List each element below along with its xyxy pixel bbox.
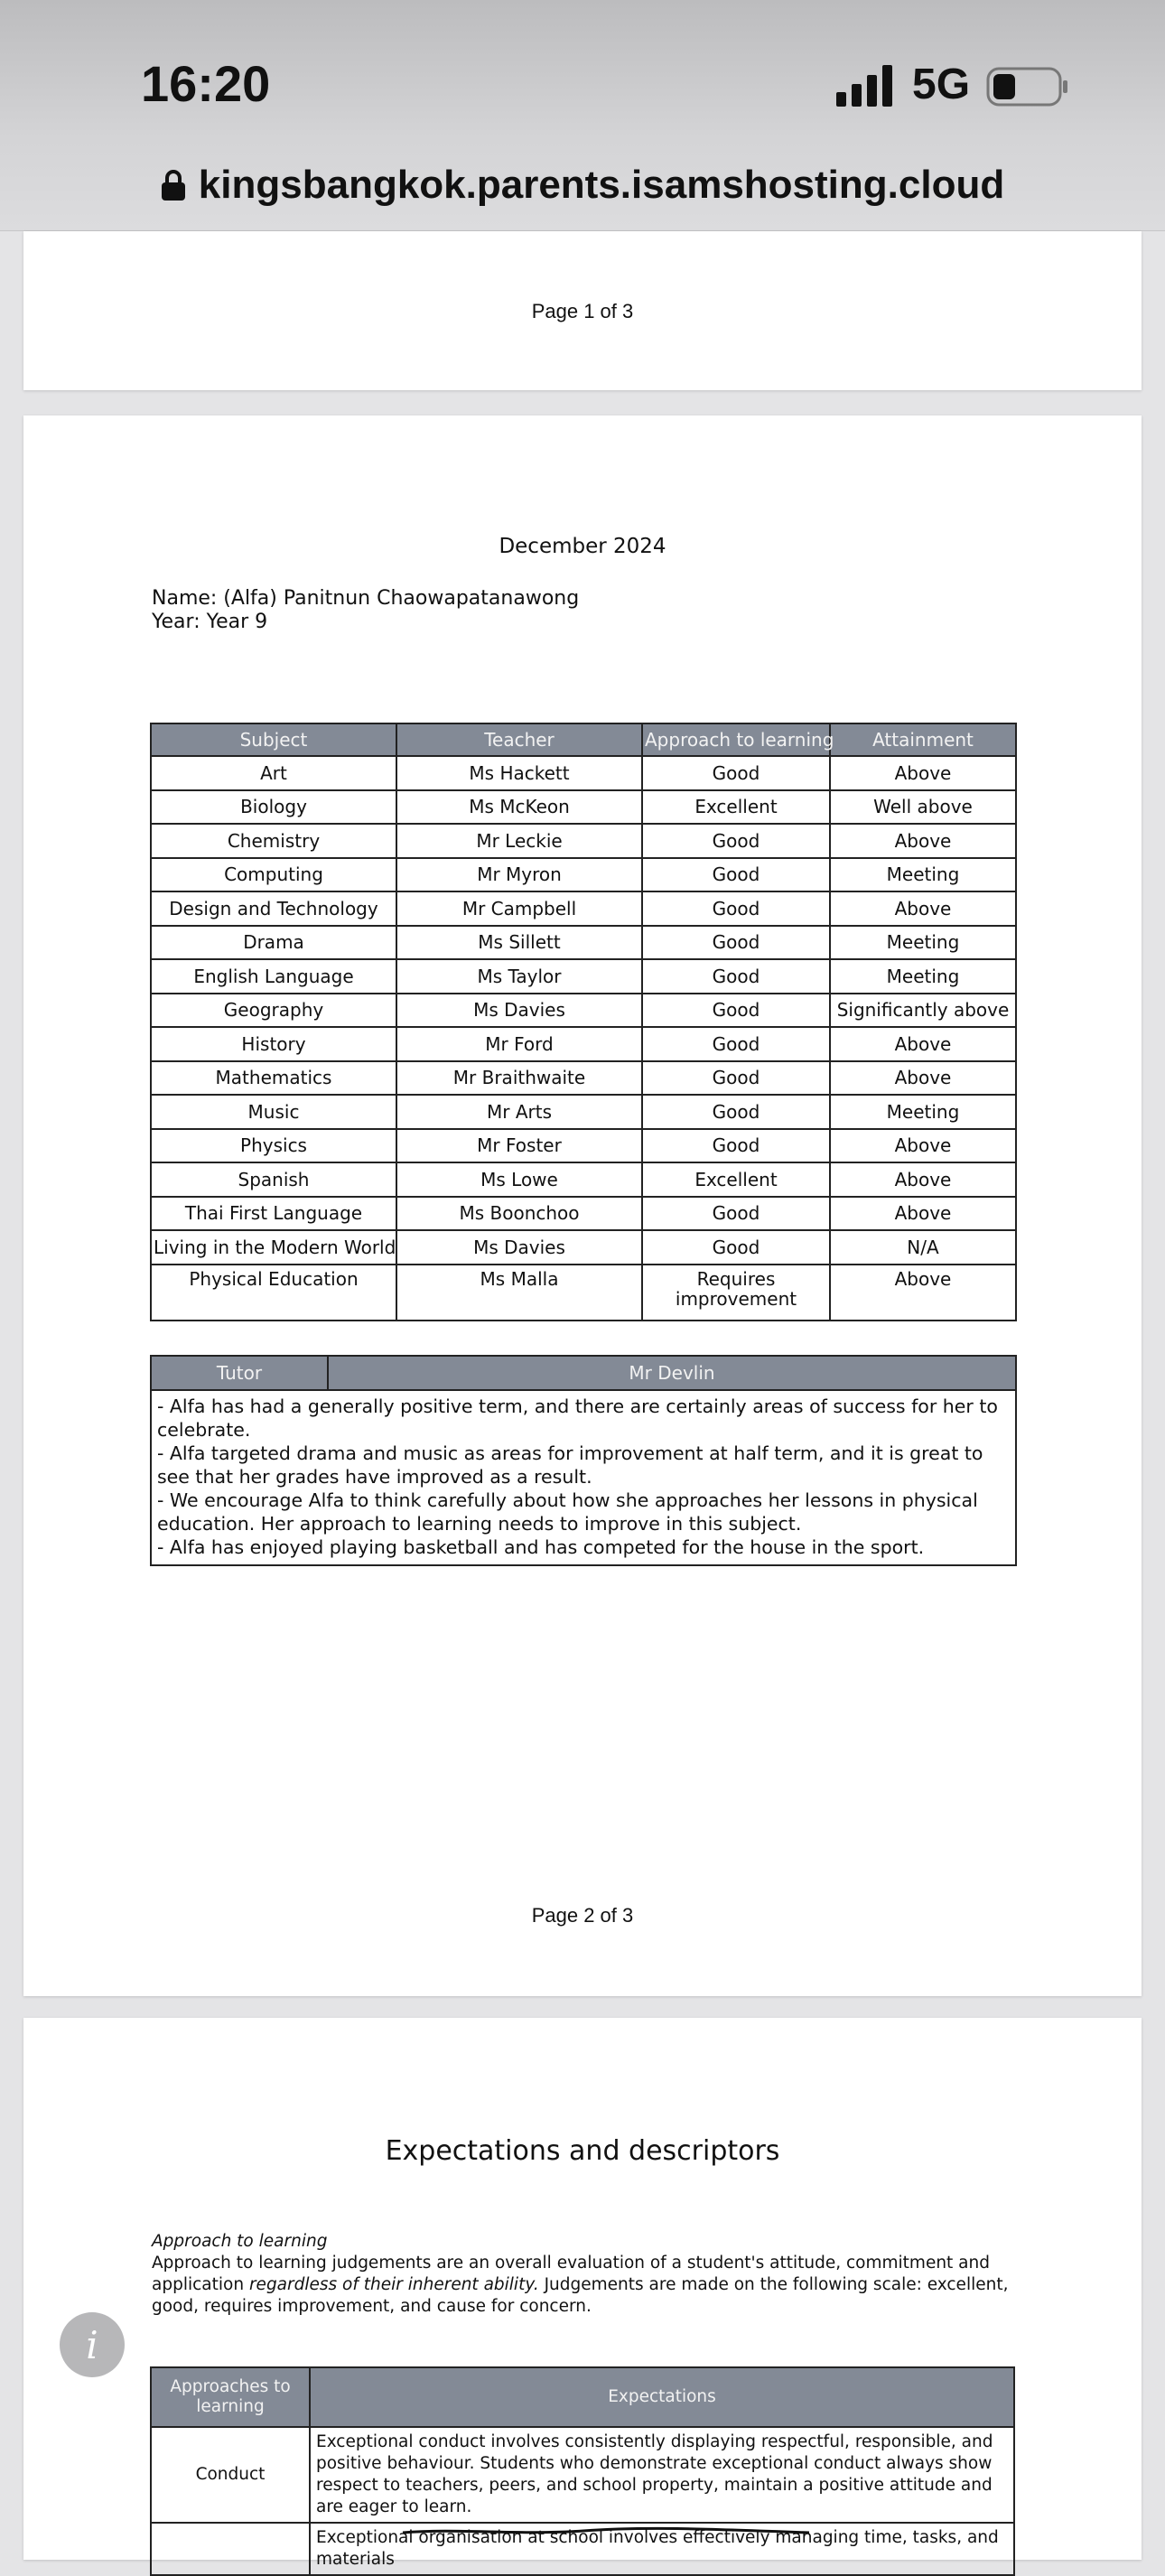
pen-scribble-mark xyxy=(403,2525,809,2538)
table-row xyxy=(151,926,1016,960)
teacher-cell: Mr Campbell xyxy=(396,891,642,926)
table-row xyxy=(151,891,1016,926)
approach-cell: Requires improvement xyxy=(642,1265,830,1321)
approach-cell: Good xyxy=(642,1129,830,1163)
attainment-cell: Significantly above xyxy=(830,994,1016,1028)
attainment-cell: Above xyxy=(830,1129,1016,1163)
table-row xyxy=(151,994,1016,1028)
header-expectations: Expectations xyxy=(310,2367,1014,2427)
subject-cell: Spanish xyxy=(151,1162,396,1197)
table-row xyxy=(151,1061,1016,1096)
signal-bars-icon xyxy=(836,65,894,107)
battery-icon xyxy=(986,67,1069,107)
category-cell: Conduct xyxy=(151,2427,310,2523)
subject-cell: Biology xyxy=(151,790,396,825)
attainment-cell: Above xyxy=(830,1061,1016,1096)
table-row xyxy=(151,756,1016,790)
subject-cell: Design and Technology xyxy=(151,891,396,926)
tutor-comment: - Alfa has had a generally positive term, and there are certainly areas of success for her to celebrate. xyxy=(157,1395,998,1441)
pdf-page-1 xyxy=(23,231,1142,390)
address-bar[interactable] xyxy=(0,154,1165,217)
approach-cell: Good xyxy=(642,824,830,858)
tutor-comment: - Alfa targeted drama and music as areas for improvement at half term, and it is great to see that her grades have improved as a result. xyxy=(157,1442,983,1488)
results-header-row xyxy=(151,723,1016,756)
header-approach: Approach to learning xyxy=(642,723,830,756)
status-time: 16:20 xyxy=(141,55,271,112)
teacher-cell: Ms Hackett xyxy=(396,756,642,790)
student-info xyxy=(152,587,579,634)
page-number: Page 1 of 3 xyxy=(531,300,634,322)
subject-cell: Living in the Modern World xyxy=(151,1230,396,1265)
attainment-cell: N/A xyxy=(830,1230,1016,1265)
lock-icon xyxy=(161,169,186,201)
teacher-cell: Ms Lowe xyxy=(396,1162,642,1197)
page-title: Expectations and descriptors xyxy=(385,2135,780,2167)
teacher-cell: Mr Arts xyxy=(396,1095,642,1129)
approach-cell: Good xyxy=(642,1197,830,1231)
section-text: Approach to learning judgements are an overall evaluation of a student's attitude, commitment and application regardless of their inherent ability. Judgements are made on the following scale: excellent, good, requires improvement, and cause for concern. xyxy=(152,2254,1009,2316)
table-row xyxy=(151,824,1016,858)
subject-cell: Computing xyxy=(151,858,396,892)
teacher-cell: Mr Braithwaite xyxy=(396,1061,642,1096)
pdf-page-2 xyxy=(23,415,1142,1996)
attainment-cell: Above xyxy=(830,824,1016,858)
approach-cell: Good xyxy=(642,1230,830,1265)
subject-cell: Art xyxy=(151,756,396,790)
tutor-name: Mr Devlin xyxy=(629,1362,715,1384)
subject-cell: Geography xyxy=(151,994,396,1028)
tutor-label: Tutor xyxy=(152,1357,329,1389)
attainment-cell: Above xyxy=(830,1265,1016,1321)
approach-cell: Excellent xyxy=(642,790,830,825)
description-cell: Exceptional organisation at school involves effectively managing time, tasks, and materials xyxy=(310,2523,1014,2575)
tutor-comment-box xyxy=(150,1355,1017,1566)
teacher-cell: Ms Boonchoo xyxy=(396,1197,642,1231)
table-row xyxy=(151,790,1016,825)
subject-cell: Thai First Language xyxy=(151,1197,396,1231)
approach-cell: Good xyxy=(642,1061,830,1096)
expectations-table xyxy=(150,2366,1015,2576)
header-attainment: Attainment xyxy=(830,723,1016,756)
teacher-cell: Ms Taylor xyxy=(396,959,642,994)
subject-cell: Music xyxy=(151,1095,396,1129)
network-type: 5G xyxy=(912,61,971,108)
table-row xyxy=(151,959,1016,994)
subject-cell: Chemistry xyxy=(151,824,396,858)
approach-cell: Good xyxy=(642,1027,830,1061)
table-row xyxy=(151,1095,1016,1129)
info-icon[interactable]: i xyxy=(60,2312,125,2377)
table-row xyxy=(151,1129,1016,1163)
table-row xyxy=(151,1197,1016,1231)
teacher-cell: Ms Malla xyxy=(396,1265,642,1321)
subject-cell: Physics xyxy=(151,1129,396,1163)
table-row xyxy=(151,2427,1014,2523)
pdf-page-3 xyxy=(23,2018,1142,2569)
attainment-cell: Above xyxy=(830,756,1016,790)
attainment-cell: Well above xyxy=(830,790,1016,825)
page-number: Page 2 of 3 xyxy=(531,1904,634,1927)
approach-cell: Good xyxy=(642,858,830,892)
category-cell xyxy=(151,2523,310,2575)
teacher-cell: Mr Myron xyxy=(396,858,642,892)
attainment-cell: Meeting xyxy=(830,959,1016,994)
header-approaches: Approaches to learning xyxy=(151,2367,310,2427)
section-heading: Approach to learning xyxy=(152,2232,328,2251)
url-text[interactable]: kingsbangkok.parents.isamshosting.cloud xyxy=(198,163,1005,207)
subject-cell: History xyxy=(151,1027,396,1061)
attainment-cell: Meeting xyxy=(830,926,1016,960)
attainment-cell: Meeting xyxy=(830,1095,1016,1129)
tutor-comments xyxy=(152,1389,1015,1564)
approach-cell: Good xyxy=(642,891,830,926)
approach-section xyxy=(152,2231,1019,2318)
table-row xyxy=(151,858,1016,892)
student-name: Name: (Alfa) Panitnun Chaowapatanawong xyxy=(152,587,580,610)
teacher-cell: Ms McKeon xyxy=(396,790,642,825)
attainment-cell: Above xyxy=(830,1197,1016,1231)
table-row xyxy=(151,1162,1016,1197)
report-date: December 2024 xyxy=(499,535,666,558)
approach-cell: Good xyxy=(642,1095,830,1129)
results-table xyxy=(150,723,1017,1321)
table-row xyxy=(151,1027,1016,1061)
attainment-cell: Above xyxy=(830,1162,1016,1197)
table-row xyxy=(151,1265,1016,1321)
subject-cell: Physical Education xyxy=(151,1265,396,1321)
student-year: Year: Year 9 xyxy=(152,611,268,633)
expectations-header-row xyxy=(151,2367,1014,2427)
attainment-cell: Meeting xyxy=(830,858,1016,892)
approach-cell: Good xyxy=(642,756,830,790)
teacher-cell: Mr Leckie xyxy=(396,824,642,858)
approach-cell: Excellent xyxy=(642,1162,830,1197)
tutor-comment: - Alfa has enjoyed playing basketball and has competed for the house in the sport. xyxy=(157,1536,925,1558)
tutor-header xyxy=(152,1357,1015,1389)
browser-top-bar xyxy=(0,0,1165,231)
approach-cell: Good xyxy=(642,959,830,994)
teacher-cell: Mr Foster xyxy=(396,1129,642,1163)
approach-cell: Good xyxy=(642,926,830,960)
attainment-cell: Above xyxy=(830,891,1016,926)
subject-cell: Drama xyxy=(151,926,396,960)
tutor-comment: - We encourage Alfa to think carefully about how she approaches her lessons in physical education. Her approach to learning needs to improve in this subject. xyxy=(157,1489,978,1535)
header-subject: Subject xyxy=(151,723,396,756)
teacher-cell: Ms Davies xyxy=(396,994,642,1028)
table-row xyxy=(151,1230,1016,1265)
subject-cell: Mathematics xyxy=(151,1061,396,1096)
subject-cell: English Language xyxy=(151,959,396,994)
header-teacher: Teacher xyxy=(396,723,642,756)
approach-cell: Good xyxy=(642,994,830,1028)
teacher-cell: Ms Davies xyxy=(396,1230,642,1265)
teacher-cell: Mr Ford xyxy=(396,1027,642,1061)
description-cell: Exceptional conduct involves consistently displaying respectful, responsible, and positive behaviour. Students who demonstrate exceptional conduct always show respect to teachers, peers, and school property, maintain a positive attitude and are eager to learn. xyxy=(310,2427,1014,2523)
attainment-cell: Above xyxy=(830,1027,1016,1061)
teacher-cell: Ms Sillett xyxy=(396,926,642,960)
